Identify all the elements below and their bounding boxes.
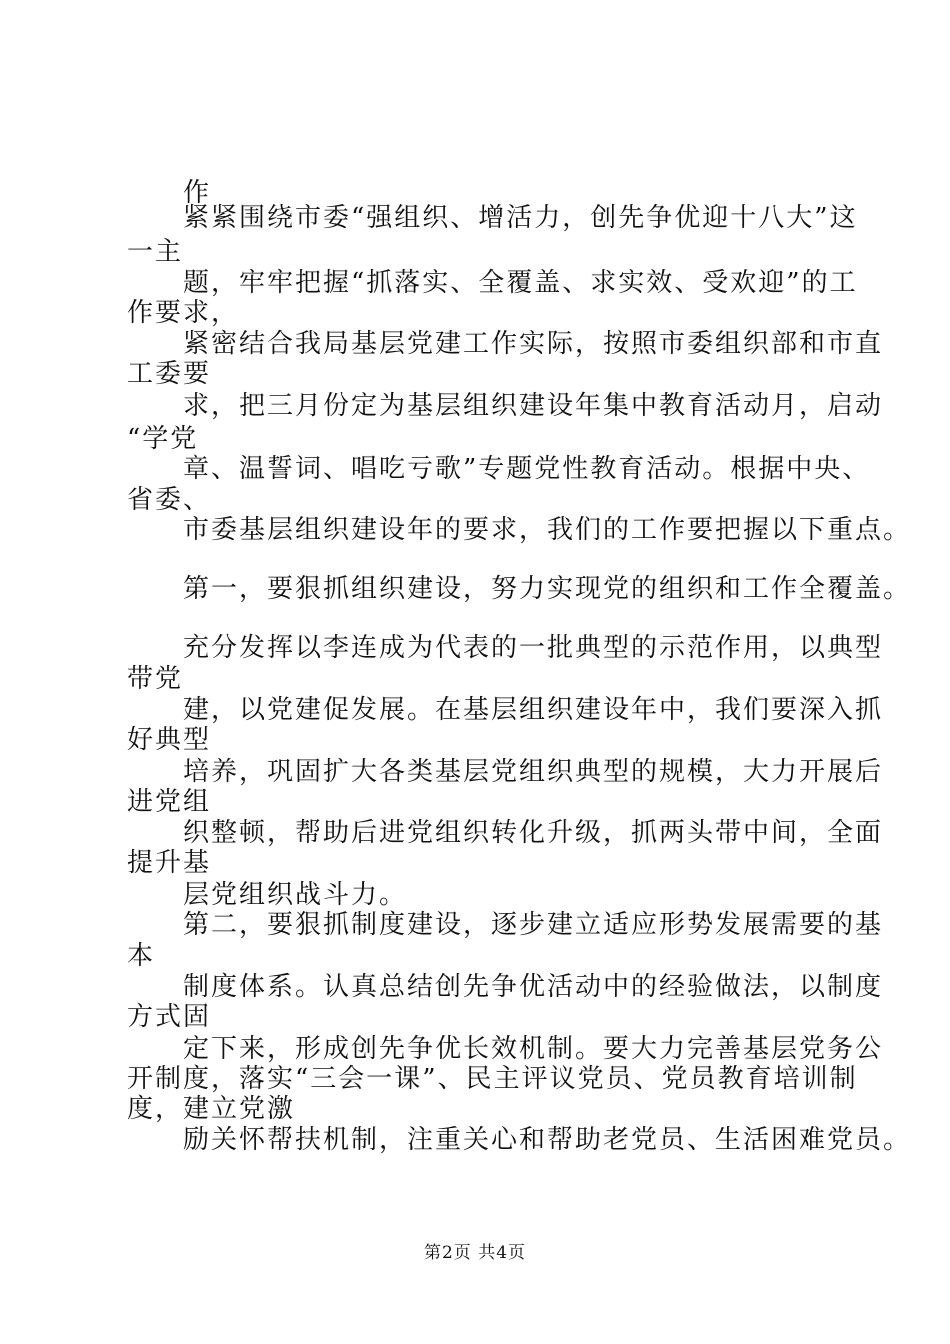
text-line: 作 [183,178,212,208]
text-line: 紧密结合我局基层党建工作实际，按照市委组织部和市直 [183,329,884,359]
text-line: 建，以党建促发展。在基层组织建设年中，我们要深入抓 [183,695,884,725]
text-line: 充分发挥以李连成为代表的一批典型的示范作用，以典型 [183,633,884,663]
text-line: 励关怀帮扶机制，注重关心和帮助老党员、生活困难党员。 [183,1125,912,1155]
text-line: 市委基层组织建设年的要求，我们的工作要把握以下重点。 [183,515,912,545]
text-line: 制度体系。认真总结创先争优活动中的经验做法，以制度 [183,972,884,1002]
text-line: 省委、 [127,485,212,515]
text-line: 定下来，形成创先争优长效机制。要大力完善基层党务公 [183,1034,884,1064]
text-line: 本 [127,941,156,971]
text-line: 一主 [127,237,184,267]
text-line: 章、温誓词、唱吃亏歌”专题党性教育活动。根据中央、 [183,454,871,484]
page-number-footer: 第2页 共4页 [423,1243,527,1263]
text-line: 带党 [127,664,184,694]
text-line: “学党 [127,424,199,454]
text-line: 工委要 [127,359,212,389]
text-line: 进党组 [127,787,212,817]
text-line: 好典型 [127,725,212,755]
text-line: 求，把三月份定为基层组织建设年集中教育活动月，启动 [183,391,884,421]
text-line: 紧紧围绕市委“强组织、增活力，创先争优迎十八大”这 [183,203,858,233]
text-line: 提升基 [127,848,212,878]
text-line: 题，牢牢把握“抓落实、全覆盖、求实效、受欢迎”的工 [183,268,858,298]
text-line: 培养，巩固扩大各类基层党组织典型的规模，大力开展后 [183,757,884,787]
text-line: 开制度，落实“三会一课”、民主评议党员、党员教育培训制 [127,1064,858,1094]
text-line: 层党组织战斗力。 [183,880,408,910]
text-line: 织整顿，帮助后进党组织转化升级，抓两头带中间，全面 [183,818,884,848]
text-line: 方式固 [127,1002,212,1032]
text-line: 第一，要狠抓组织建设，努力实现党的组织和工作全覆盖。 [183,574,912,604]
text-line: 作要求， [127,298,240,328]
text-line: 度，建立党激 [127,1094,296,1124]
text-line: 第二，要狠抓制度建设，逐步建立适应形势发展需要的基 [183,910,884,940]
